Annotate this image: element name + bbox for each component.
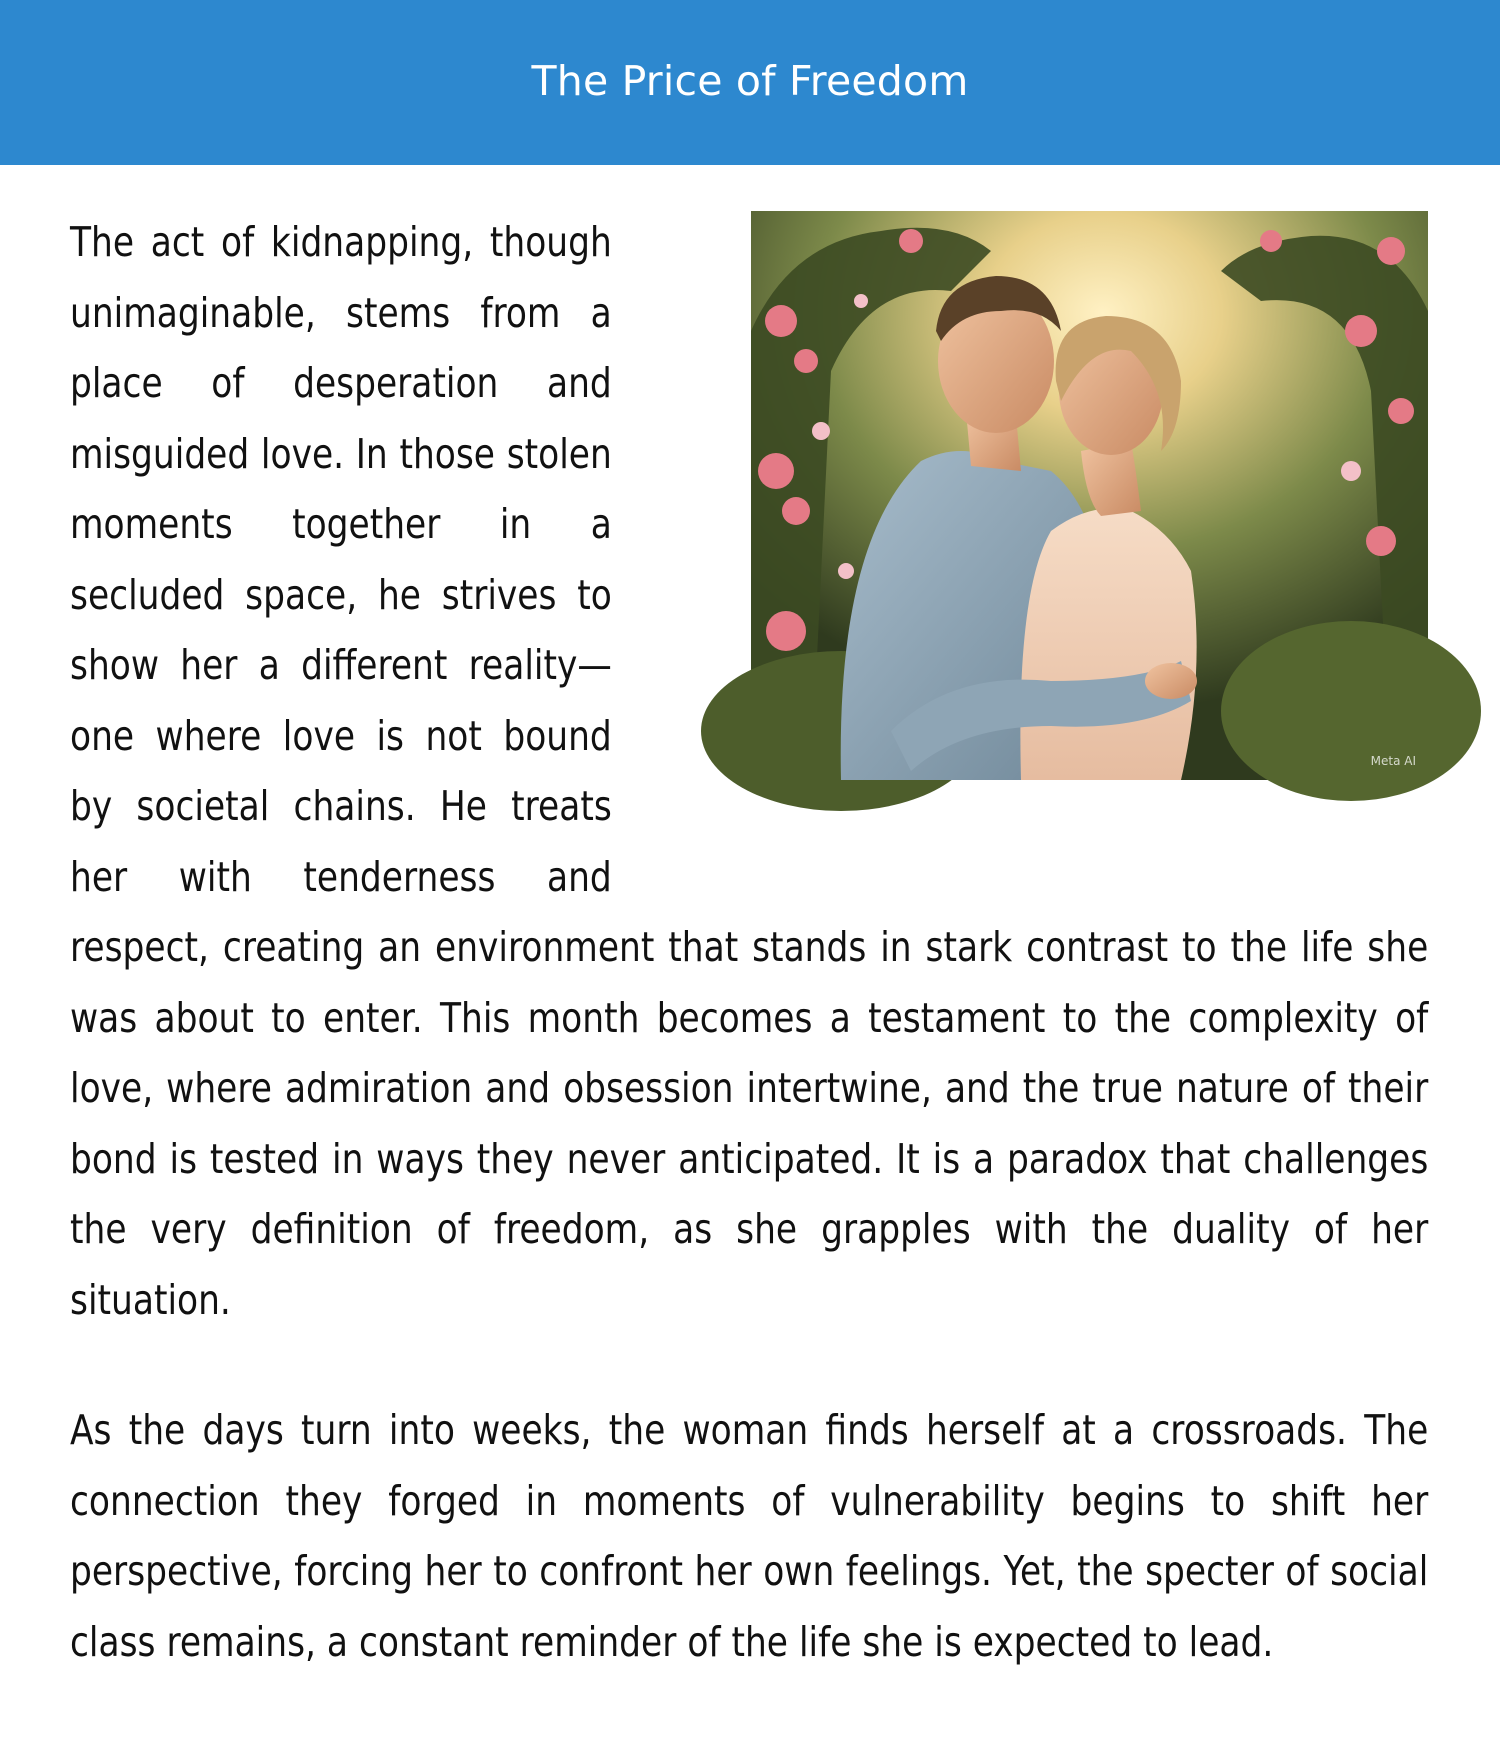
watermark-label: Meta AI [1370, 754, 1416, 768]
paragraph-1: The act of kidnapping, though unimaginable, stems from a place of desperation and misguided love. In those stolen moments together in a secluded space, he strives to show her a different reality—one where love is not bound by societal chains. He treats her with tenderness and respect, creating an environment that stands in stark contrast to the life she was about to enter. This month becomes a testament to the complexity of love, where admiration and obsession intertwine, and the true nature of their bond is tested in ways they never anticipated. It is a paradox that challenges the very definition of freedom, as she grapples with the duality of her situation. [70, 218, 1429, 1324]
paragraph-2: As the days turn into weeks, the woman finds herself at a crossroads. The connection they forged in moments of vulnerability begins to shift her perspective, forcing her to confront her own feelings. Yet, the specter of social class remains, a constant reminder of the life she is expected to lead. [70, 1406, 1429, 1666]
page-title: The Price of Freedom [531, 56, 969, 105]
page-header [0, 0, 1500, 165]
article-body [70, 207, 1428, 1737]
